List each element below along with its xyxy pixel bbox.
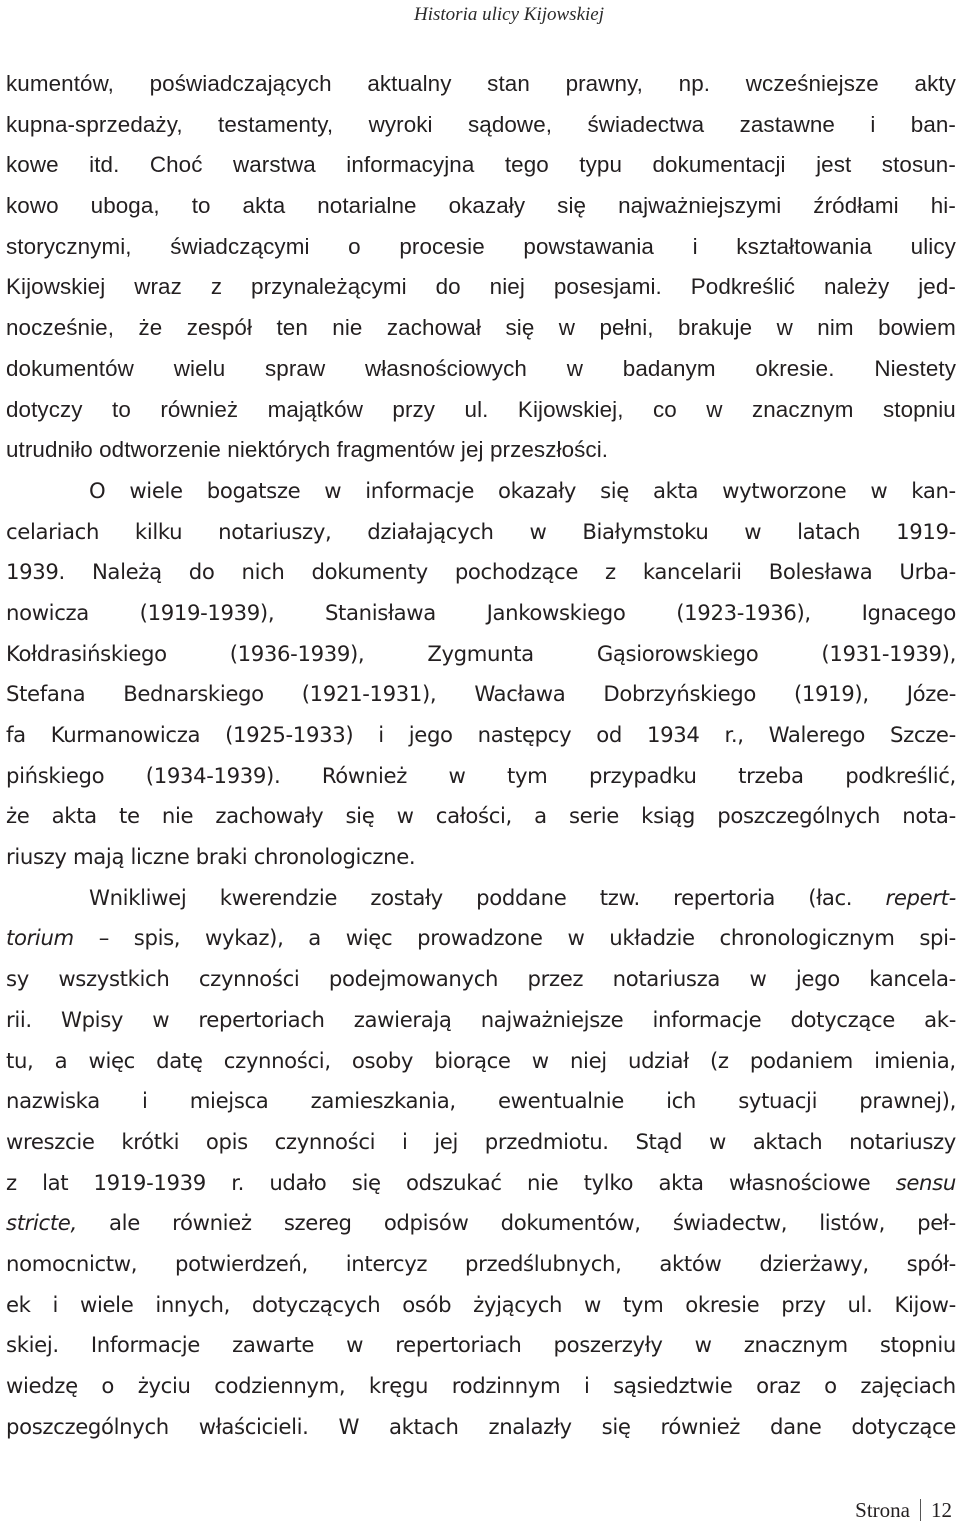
- text-line: kowe itd. Choć warstwa informacyjna tego typu dokumentacji jest stosun-: [6, 152, 956, 178]
- text-line: nomocnictw, potwierdzeń, intercyz przedślubnych, aktów dzierżawy, spół-: [6, 1250, 956, 1276]
- text-line: rii. Wpisy w repertoriach zawierają najważniejsze informacje dotyczące ak-: [6, 1006, 956, 1032]
- page-footer: [855, 1495, 952, 1525]
- text-line: dotyczy to również majątków przy ul. Kijowskiej, co w znacznym stopniu: [6, 396, 956, 422]
- text-line: kumentów, poświadczających aktualny stan prawny, np. wcześniejsze akty: [6, 71, 956, 96]
- text-line: poszczególnych właścicieli. W aktach znalazły się również dane dotyczące: [6, 1413, 956, 1439]
- footer-divider: [920, 1499, 921, 1521]
- text-line: wiedzę o życiu codziennym, kręgu rodzinnym i sąsiedztwie oraz o zajęciach: [6, 1373, 956, 1398]
- body-text: [6, 64, 956, 1447]
- text-line: skiej. Informacje zawarte w repertoriach poszerzyły w znacznym stopniu: [6, 1332, 956, 1358]
- text-line: ek i wiele innych, dotyczących osób żyjących w tym okresie przy ul. Kijow-: [6, 1291, 956, 1317]
- text-line: Stefana Bednarskiego (1921-1931), Wacława Dobrzyńskiego (1919), Józe-: [6, 681, 956, 707]
- text-line: torium – spis, wykaz), a więc prowadzone w układzie chronologicznym spi-: [6, 925, 956, 951]
- text-line: dokumentów wielu spraw własnościowych w badanym okresie. Niestety: [6, 355, 956, 381]
- text-line: Kijowskiej wraz z przynależącymi do niej posesjami. Podkreślić należy jed-: [6, 274, 956, 300]
- text-line: celariach kilku notariuszy, działających w Białymstoku w latach 1919-: [6, 518, 956, 544]
- text-line: stricte, ale również szereg odpisów dokumentów, świadectw, listów, peł-: [6, 1210, 956, 1236]
- text-line: kupna-sprzedaży, testamenty, wyroki sądowe, świadectwa zastawne i ban-: [6, 111, 956, 137]
- text-line: utrudniło odtworzenie niektórych fragmentów jej przeszłości.: [6, 437, 609, 463]
- text-line: że akta te nie zachowały się w całości, a serie ksiąg poszczególnych nota-: [6, 803, 956, 829]
- text-line: riuszy mają liczne braki chronologiczne.: [6, 844, 416, 870]
- paragraph-first-line: O wiele bogatsze w informacje okazały się akta wytworzone w kan-: [89, 477, 956, 503]
- text-line: nowicza (1919-1939), Stanisława Jankowskiego (1923-1936), Ignacego: [6, 599, 956, 625]
- text-line: storycznymi, świadczącymi o procesie powstawania i kształtowania ulicy: [6, 233, 956, 259]
- text-line: z lat 1919-1939 r. udało się odszukać nie tylko akta własnościowe sensu: [6, 1169, 956, 1195]
- page-number: 12: [931, 1498, 952, 1522]
- text-line: Kołdrasińskiego (1936-1939), Zygmunta Gąsiorowskiego (1931-1939),: [6, 640, 956, 666]
- text-line: fa Kurmanowicza (1925-1933) i jego następcy od 1934 r., Walerego Szcze-: [6, 722, 956, 747]
- running-header: Historia ulicy Kijowskiej: [414, 4, 604, 25]
- text-line: sy wszystkich czynności podejmowanych przez notariusza w jego kancela-: [6, 966, 956, 992]
- text-line: nazwiska i miejsca zamieszkania, ewentualnie ich sytuacji prawnej),: [6, 1088, 956, 1114]
- text-line: tu, a więc datę czynności, osoby biorące w niej udział (z podaniem imienia,: [6, 1047, 956, 1073]
- text-line: nocześnie, że zespół ten nie zachował się w pełni, brakuje w nim bowiem: [6, 315, 956, 341]
- text-line: 1939. Należą do nich dokumenty pochodzące z kancelarii Bolesława Urba-: [6, 559, 956, 585]
- page-label: Strona: [855, 1498, 910, 1522]
- text-line: pińskiego (1934-1939). Również w tym przypadku trzeba podkreślić,: [6, 762, 956, 788]
- text-line: wreszcie krótki opis czynności i jej przedmiotu. Stąd w aktach notariuszy: [6, 1128, 956, 1154]
- paragraph-first-line: Wnikliwej kwerendzie zostały poddane tzw. repertoria (łac. repert-: [89, 884, 956, 910]
- text-line: kowo uboga, to akta notarialne okazały się najważniejszymi źródłami hi-: [6, 193, 956, 219]
